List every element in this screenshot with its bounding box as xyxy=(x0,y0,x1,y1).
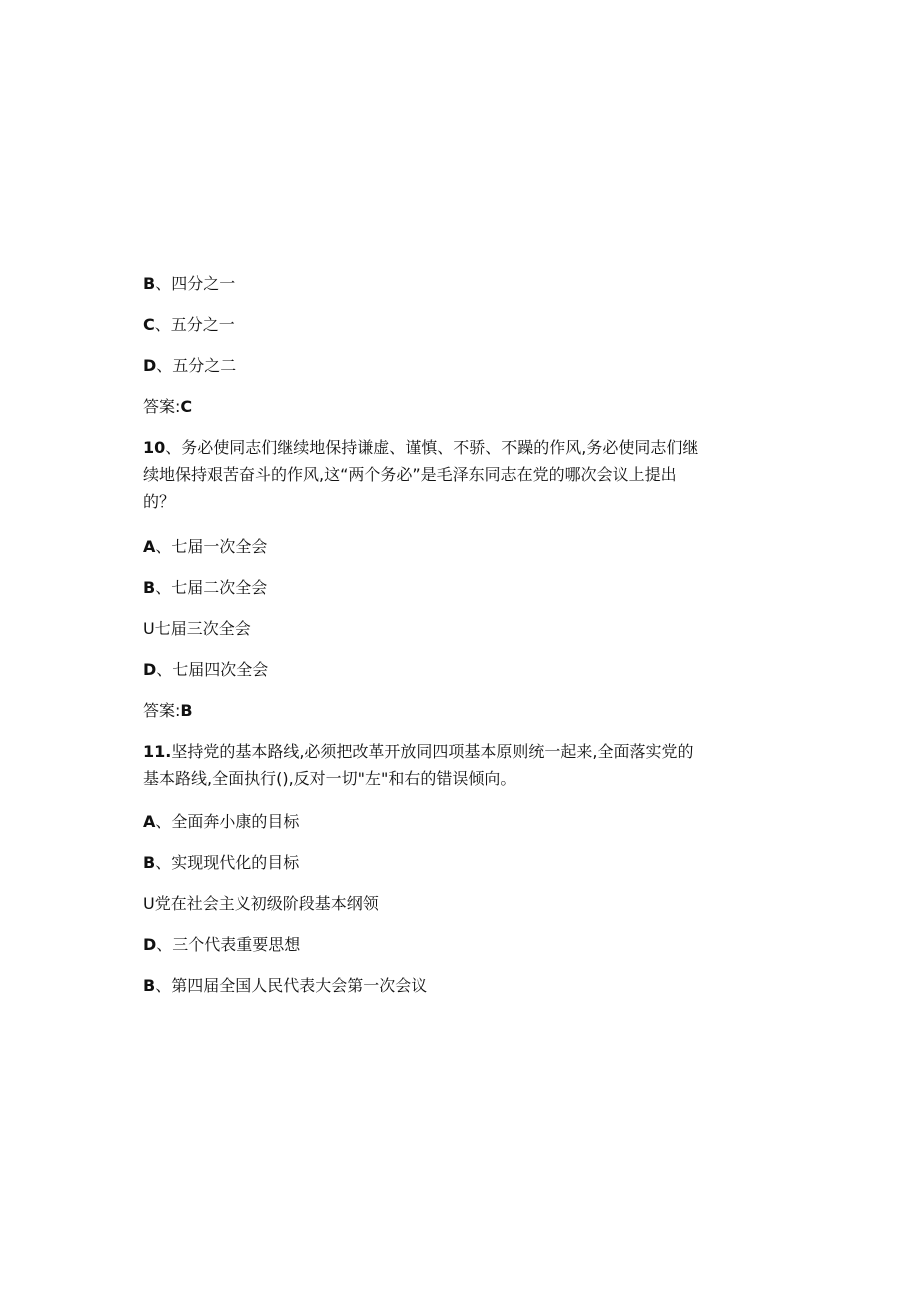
q9-option-d xyxy=(143,356,236,376)
option-text: 七届四次全会 xyxy=(172,660,269,679)
option-text: 七届一次全会 xyxy=(171,537,268,556)
option-text: 七届二次全会 xyxy=(171,578,268,597)
q9-option-c xyxy=(143,315,235,335)
option-separator: 、 xyxy=(155,853,172,872)
option-label: D xyxy=(143,935,157,954)
q11-option-c xyxy=(143,894,379,914)
answer-prefix: 答案: xyxy=(143,397,181,416)
q11-option-b xyxy=(143,853,299,873)
option-separator: 、 xyxy=(156,935,173,954)
option-separator: 、 xyxy=(156,660,173,679)
option-label: B xyxy=(143,976,156,995)
option-text: 第四届全国人民代表大会第一次会议 xyxy=(171,976,428,995)
answer-value: B xyxy=(180,701,193,720)
option-text: 五分之二 xyxy=(172,356,237,375)
answer-value: C xyxy=(180,397,193,416)
q10-option-b xyxy=(143,578,267,598)
q10-option-c xyxy=(143,619,251,639)
q9-option-b xyxy=(143,274,235,294)
option-separator: 、 xyxy=(155,274,172,293)
option-label: B xyxy=(143,274,156,293)
option-label: A xyxy=(143,537,156,556)
option-text: 五分之一 xyxy=(170,315,235,334)
question-text: 坚持党的基本路线,必须把改革开放同四项基本原则统一起来,全面落实党的基本路线,全面执行(),反对一切"左"和右的错误倾向。 xyxy=(143,742,694,788)
q9-answer xyxy=(143,397,192,417)
option-text: 全面奔小康的目标 xyxy=(171,812,300,831)
option-text: U七届三次全会 xyxy=(143,619,251,638)
q10-question xyxy=(143,434,703,515)
q10-option-a xyxy=(143,537,267,557)
q11-question xyxy=(143,738,703,792)
option-label: B xyxy=(143,853,156,872)
q11-option-extra xyxy=(143,976,427,996)
option-text: 四分之一 xyxy=(171,274,236,293)
question-number: 11. xyxy=(143,742,172,761)
option-separator: 、 xyxy=(156,356,173,375)
option-label: D xyxy=(143,356,157,375)
question-text: 务必使同志们继续地保持谦虚、谨慎、不骄、不躁的作风,务必使同志们继续地保持艰苦奋斗的作风,这“两个务必”是毛泽东同志在党的哪次会议上提出的？ xyxy=(143,438,699,511)
option-label: D xyxy=(143,660,157,679)
option-separator: 、 xyxy=(154,315,171,334)
option-text: 三个代表重要思想 xyxy=(172,935,301,954)
option-separator: 、 xyxy=(155,578,172,597)
option-separator: 、 xyxy=(155,812,172,831)
option-text: U党在社会主义初级阶段基本纲领 xyxy=(143,894,379,913)
option-separator: 、 xyxy=(155,976,172,995)
option-label: B xyxy=(143,578,156,597)
question-number: 10 xyxy=(143,438,166,457)
option-label: C xyxy=(143,315,155,334)
option-label: A xyxy=(143,812,156,831)
q11-option-d xyxy=(143,935,300,955)
answer-prefix: 答案: xyxy=(143,701,181,720)
q11-option-a xyxy=(143,812,299,832)
option-text: 实现现代化的目标 xyxy=(171,853,300,872)
question-separator: 、 xyxy=(165,438,182,457)
option-separator: 、 xyxy=(155,537,172,556)
q10-answer xyxy=(143,701,193,721)
q10-option-d xyxy=(143,660,268,680)
